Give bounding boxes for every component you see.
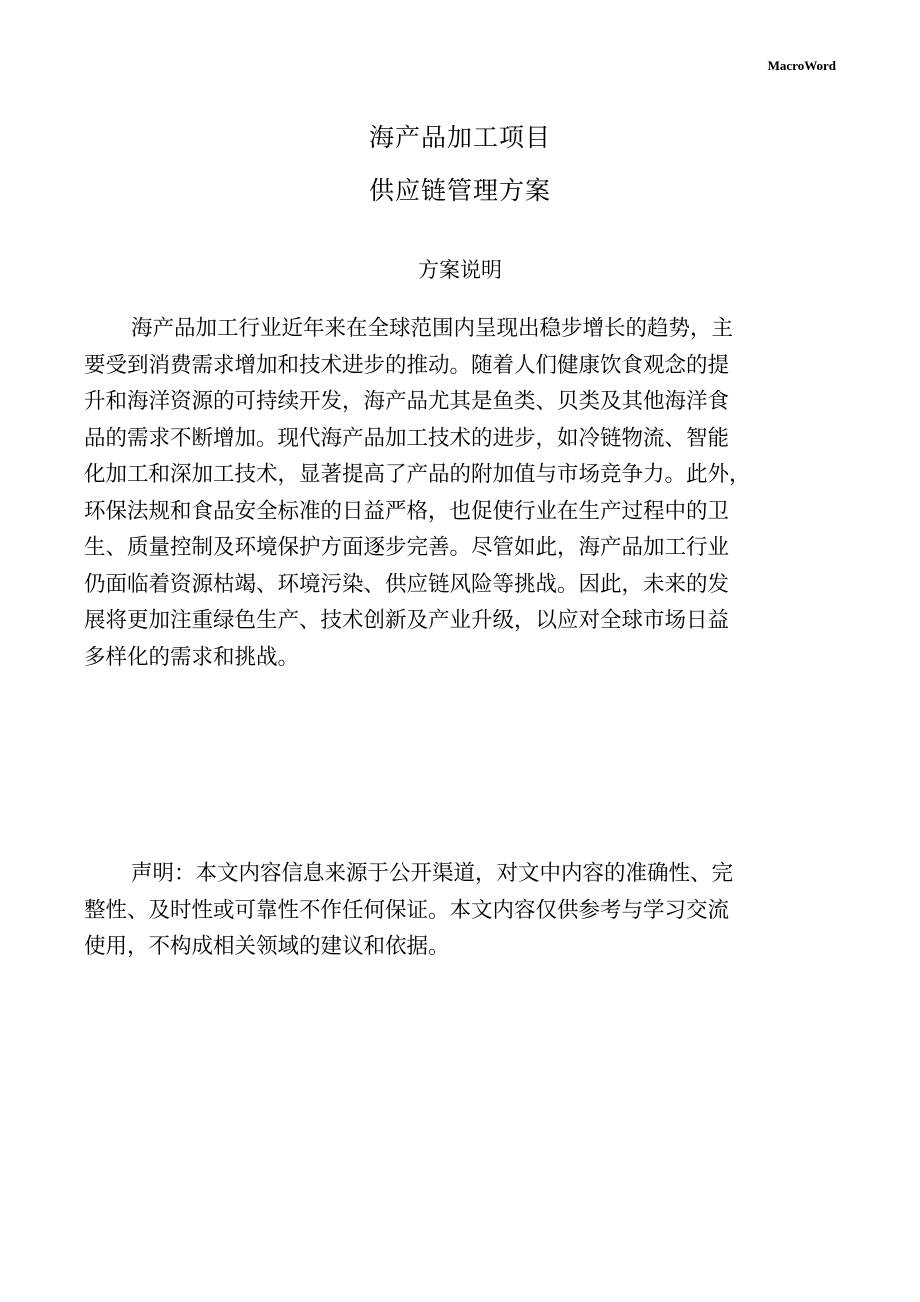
intro-line: 品的需求不断增加。现代海产品加工技术的进步，如冷链物流、智能	[84, 425, 730, 451]
intro-line: 化加工和深加工技术，显著提高了产品的附加值与市场竞争力。此外，	[84, 462, 751, 487]
header-brand: MacroWord	[767, 58, 836, 73]
intro-line: 多样化的需求和挑战。	[84, 644, 300, 670]
intro-line: 生、质量控制及环境保护方面逐步完善。尽管如此，海产品加工行业	[84, 535, 730, 560]
intro-line: 环保法规和食品安全标准的日益严格，也促使行业在生产过程中的卫	[84, 498, 730, 524]
intro-line: 仍面临着资源枯竭、环境污染、供应链风险等挑战。因此，未来的发	[84, 571, 730, 597]
disclaimer-line: 声明：本文内容信息来源于公开渠道，对文中内容的准确性、完	[131, 861, 734, 886]
intro-paragraph	[84, 311, 832, 676]
intro-line: 展将更加注重绿色生产、技术创新及产业升级，以应对全球市场日益	[84, 608, 730, 633]
disclaimer-line: 使用，不构成相关领域的建议和依据。	[84, 934, 450, 959]
intro-line: 要受到消费需求增加和技术进步的推动。随着人们健康饮食观念的提	[84, 352, 730, 378]
disclaimer-paragraph	[84, 856, 832, 966]
document-title-line-2: 供应链管理方案	[368, 176, 551, 205]
intro-line: 升和海洋资源的可持续开发，海产品尤其是鱼类、贝类及其他海洋食	[84, 389, 730, 414]
section-heading: 方案说明	[418, 258, 502, 282]
intro-line: 海产品加工行业近年来在全球范围内呈现出稳步增长的趋势，主	[131, 316, 734, 341]
disclaimer-line: 整性、及时性或可靠性不作任何保证。本文内容仅供参考与学习交流	[84, 897, 730, 923]
document-title-line-1: 海产品加工项目	[368, 123, 551, 152]
